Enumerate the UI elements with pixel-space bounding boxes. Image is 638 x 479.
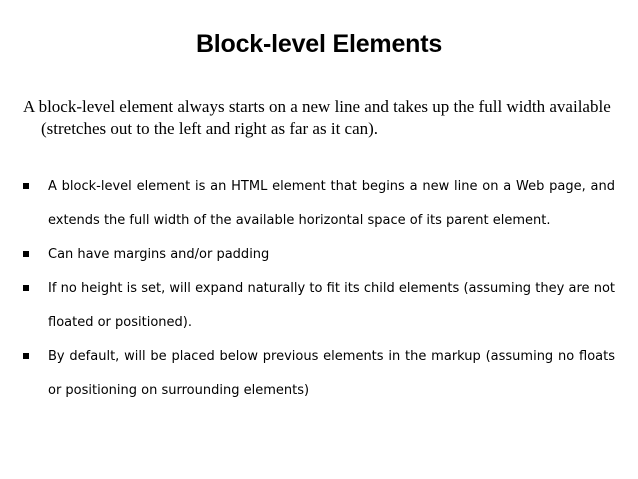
bullet-text: Can have margins and/or padding (48, 247, 270, 262)
bullet-text: A block-level element is an HTML element that begins a new line on a Web page, and extends the full width of the available horizontal space of its parent element. (48, 179, 615, 228)
bullet-list (23, 170, 615, 408)
square-bullet-icon (23, 353, 29, 359)
intro-paragraph: A block-level element always starts on a new line and takes up the full width available (stretches out to the left and right as far as it can). (23, 97, 611, 138)
square-bullet-icon (23, 285, 29, 291)
bullet-item (23, 238, 615, 272)
slide-title: Block-level Elements (195, 30, 443, 58)
square-bullet-icon (23, 251, 29, 257)
square-bullet-icon (23, 183, 29, 189)
bullet-text: By default, will be placed below previous elements in the markup (assuming no floats or positioning on surrounding elements) (48, 349, 615, 398)
bullet-item (23, 272, 615, 340)
bullet-item (23, 170, 615, 238)
bullet-text: If no height is set, will expand naturally to fit its child elements (assuming they are not floated or positioned). (48, 281, 615, 330)
bullet-item (23, 340, 615, 408)
